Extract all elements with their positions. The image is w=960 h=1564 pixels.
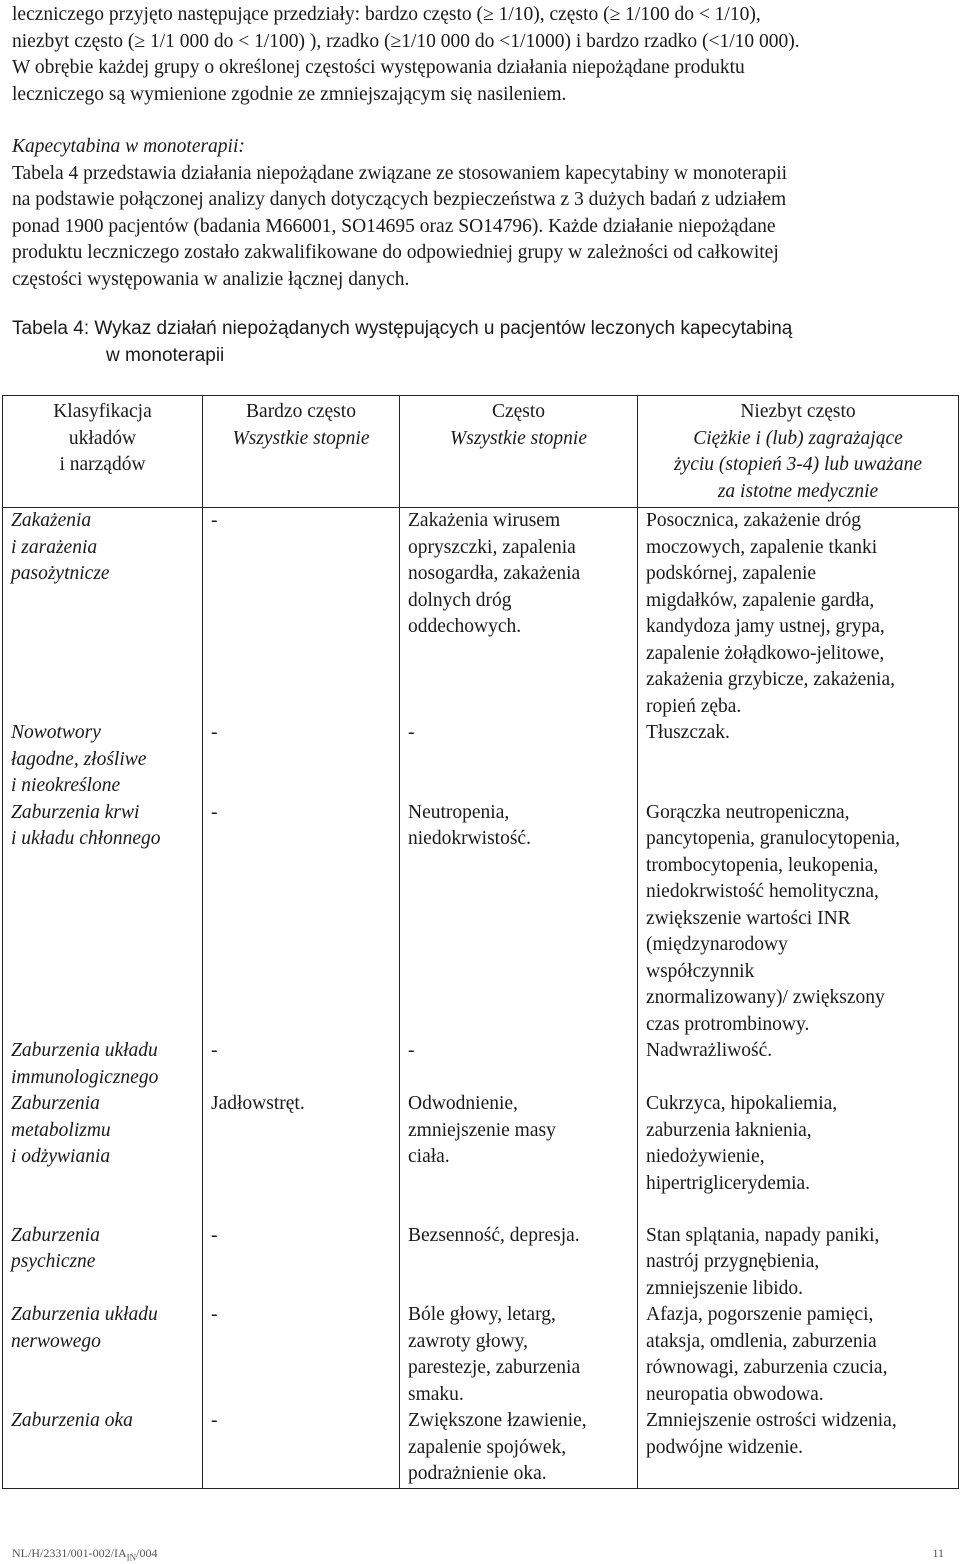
uncommon-cell: Afazja, pogorszenie pamięci, ataksja, omdlenia, zaburzenia równowagi, zaburzenia czucia, neuropatia obwodowa. bbox=[638, 1302, 959, 1408]
document-code-tail: /004 bbox=[136, 1546, 158, 1560]
system-class-cell: Zaburzenia układu immunologicznego bbox=[3, 1038, 203, 1091]
header-sublabel: Wszystkie stopnie bbox=[449, 427, 587, 449]
uncommon-cell: Nadwrażliwość. bbox=[638, 1038, 959, 1091]
intro-line: W obrębie każdej grupy o określonej częstości występowania działania niepożądane produktu bbox=[12, 57, 745, 78]
table-row bbox=[3, 1302, 959, 1408]
header-label: Klasyfikacja układów i narządów bbox=[53, 401, 152, 475]
very-common-cell: Jadłowstręt. bbox=[203, 1091, 400, 1223]
document-code-main: NL/H/2331/001-002/IA bbox=[12, 1546, 127, 1560]
header-label: Często bbox=[491, 401, 546, 422]
system-class-cell: Zaburzenia oka bbox=[3, 1408, 203, 1488]
uncommon-cell: Tłuszczak. bbox=[638, 720, 959, 800]
document-code bbox=[12, 1546, 158, 1564]
common-cell: - bbox=[400, 720, 638, 800]
system-class-cell: Zakażenia i zarażenia pasożytnicze bbox=[3, 508, 203, 721]
table-row bbox=[3, 1091, 959, 1223]
header-uncommon bbox=[638, 396, 959, 508]
header-label: Bardzo często bbox=[246, 401, 356, 422]
very-common-cell: - bbox=[203, 800, 400, 1039]
uncommon-cell: Posocznica, zakażenie dróg moczowych, zapalenie tkanki podskórnej, zapalenie migdałków, zapalenie gardła, kandydoza jamy ustnej, grypa, zapalenie żołądkowo-jelitowe, zakażenia grzybicze, zakażenia, ropień zęba. bbox=[638, 508, 959, 721]
table-row bbox=[3, 800, 959, 1039]
system-class-cell: Zaburzenia psychiczne bbox=[3, 1223, 203, 1303]
header-common bbox=[400, 396, 638, 508]
uncommon-cell: Gorączka neutropeniczna, pancytopenia, granulocytopenia, trombocytopenia, leukopenia, niedokrwistość hemolityczna, zwiększenie wartości INR (międzynarodowy współczynnik znormalizowany)/ zwiększony czas protrombinowy. bbox=[638, 800, 959, 1039]
system-class-cell: Zaburzenia metabolizmu i odżywiania bbox=[3, 1091, 203, 1223]
table-caption bbox=[12, 316, 952, 369]
table-row bbox=[3, 1408, 959, 1488]
intro-line: niezbyt często (≥ 1/1 000 do < 1/100) ), rzadko (≥1/10 000 do <1/1000) i bardzo rzadko (<1/10 000). bbox=[12, 30, 800, 52]
uncommon-cell: Zmniejszenie ostrości widzenia, podwójne widzenie. bbox=[638, 1408, 959, 1488]
header-sublabel: Ciężkie i (lub) zagrażające życiu (stopień 3-4) lub uważane za istotne medycznie bbox=[673, 427, 923, 502]
common-cell: Odwodnienie, zmniejszenie masy ciała. bbox=[400, 1091, 638, 1223]
very-common-cell: - bbox=[203, 720, 400, 800]
common-cell: Bezsenność, depresja. bbox=[400, 1223, 638, 1303]
header-sublabel: Wszystkie stopnie bbox=[232, 427, 370, 449]
very-common-cell: - bbox=[203, 1302, 400, 1408]
header-system-class bbox=[3, 396, 203, 508]
table-row bbox=[3, 1038, 959, 1091]
system-class-cell: Zaburzenia krwi i układu chłonnego bbox=[3, 800, 203, 1039]
common-cell: Zwiększone łzawienie, zapalenie spojówek, podrażnienie oka. bbox=[400, 1408, 638, 1488]
system-class-cell: Zaburzenia układu nerwowego bbox=[3, 1302, 203, 1408]
very-common-cell: - bbox=[203, 1223, 400, 1303]
common-cell: Bóle głowy, letarg, zawroty głowy, parestezje, zaburzenia smaku. bbox=[400, 1302, 638, 1408]
common-cell: - bbox=[400, 1038, 638, 1091]
very-common-cell: - bbox=[203, 1408, 400, 1488]
document-code-subscript: IN bbox=[126, 1552, 137, 1563]
section-line: częstości występowania w analizie łącznej danych. bbox=[12, 268, 410, 290]
table-caption-line: Tabela 4: Wykaz działań niepożądanych występujących u pacjentów leczonych kapecytabiną bbox=[12, 318, 793, 339]
table-header-row bbox=[3, 396, 959, 508]
header-very-common bbox=[203, 396, 400, 508]
uncommon-cell: Stan splątania, napady paniki, nastrój przygnębienia, zmniejszenie libido. bbox=[638, 1223, 959, 1303]
section-line: ponad 1900 pacjentów (badania M66001, SO14695 oraz SO14796). Każde działanie niepożądane bbox=[12, 215, 776, 237]
very-common-cell: - bbox=[203, 508, 400, 721]
section-line: Tabela 4 przedstawia działania niepożądane związane ze stosowaniem kapecytabiny w monoterapii bbox=[12, 162, 788, 184]
intro-line: leczniczego są wymienione zgodnie ze zmniejszającym się nasileniem. bbox=[12, 83, 567, 105]
section-line: produktu leczniczego zostało zakwalifikowane do odpowiedniej grupy w zależności od całkowitej bbox=[12, 242, 779, 263]
table-row bbox=[3, 1223, 959, 1303]
table-caption-line: w monoterapii bbox=[106, 344, 225, 366]
intro-paragraph bbox=[12, 2, 952, 108]
intro-line: leczniczego przyjęto następujące przedziały: bardzo często (≥ 1/10), często (≥ 1/100 do < 1/10), bbox=[12, 4, 761, 25]
table-row bbox=[3, 508, 959, 721]
very-common-cell: - bbox=[203, 1038, 400, 1091]
system-class-cell: Nowotwory łagodne, złośliwe i nieokreślone bbox=[3, 720, 203, 800]
common-cell: Neutropenia, niedokrwistość. bbox=[400, 800, 638, 1039]
section-paragraph bbox=[12, 134, 952, 293]
adverse-reactions-table bbox=[2, 395, 959, 1489]
table-row bbox=[3, 720, 959, 800]
common-cell: Zakażenia wirusem opryszczki, zapalenia nosogardła, zakażenia dolnych dróg oddechowych. bbox=[400, 508, 638, 721]
section-line: na podstawie połączonej analizy danych dotyczących bezpieczeństwa z 3 dużych badań z udziałem bbox=[12, 189, 787, 210]
page-number: 11 bbox=[932, 1546, 944, 1560]
header-label: Niezbyt często bbox=[740, 401, 856, 422]
section-heading: Kapecytabina w monoterapii: bbox=[12, 136, 245, 157]
uncommon-cell: Cukrzyca, hipokaliemia, zaburzenia łaknienia, niedożywienie, hipertriglicerydemia. bbox=[638, 1091, 959, 1223]
